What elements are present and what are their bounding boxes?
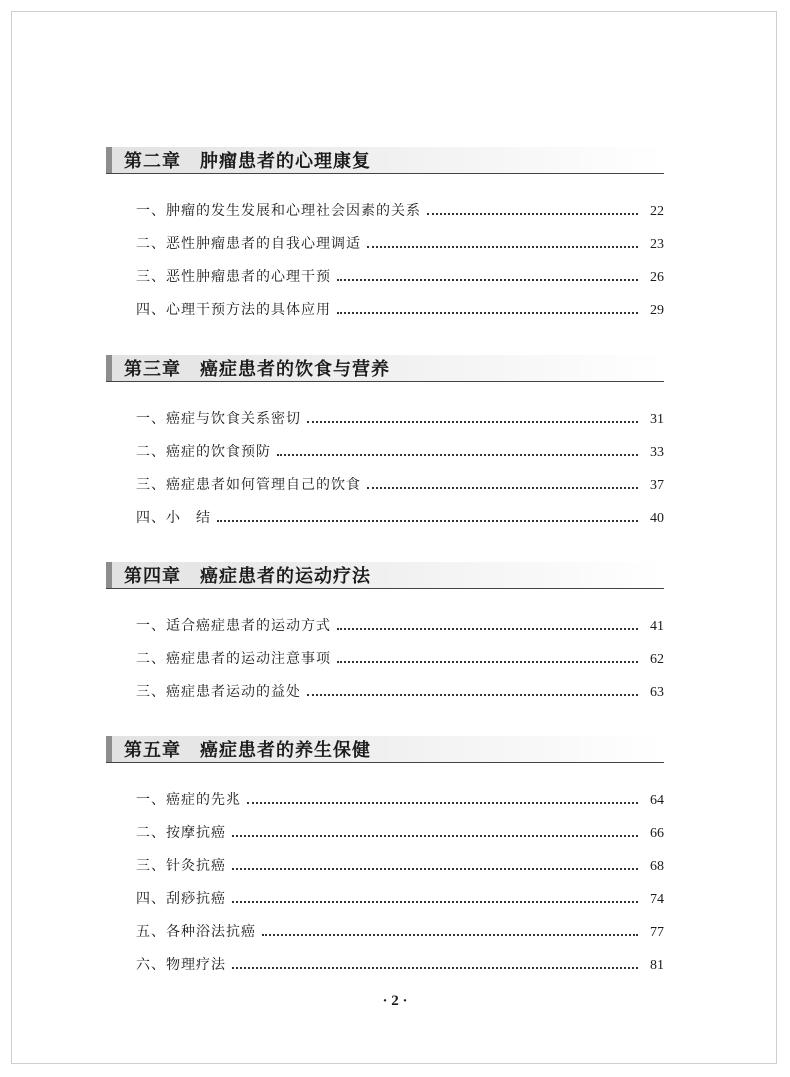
chapter-3 (106, 354, 664, 526)
toc-entry-title: 四、刮痧抗癌 (136, 888, 232, 908)
toc-entry[interactable] (136, 681, 664, 701)
toc-entry-title: 五、各种浴法抗癌 (136, 921, 262, 941)
toc-entry[interactable] (136, 200, 664, 220)
toc-leader-dots (337, 279, 638, 281)
toc-entry[interactable] (136, 855, 664, 875)
toc-page-number: 68 (650, 859, 664, 874)
toc-leader-dots (337, 628, 638, 630)
toc-leader-dots (367, 246, 638, 248)
chapter-4 (106, 561, 664, 700)
toc-leader-dots (277, 454, 638, 456)
toc-page-number: 66 (650, 826, 664, 841)
toc-leader-dots (232, 967, 638, 969)
toc-entry[interactable] (136, 507, 664, 527)
toc-leader-dots (427, 213, 638, 215)
toc-page-number: 64 (650, 793, 664, 808)
toc-leader-dots (367, 487, 638, 489)
toc-entry-title: 一、癌症的先兆 (136, 789, 247, 809)
toc-entry[interactable] (136, 441, 664, 461)
chapter-5 (106, 735, 664, 973)
toc-leader-dots (307, 421, 638, 423)
toc-leader-dots (307, 694, 638, 696)
toc-page-number: 63 (650, 685, 664, 700)
toc-entry-title: 二、癌症患者的运动注意事项 (136, 648, 337, 668)
chapter-title: 第五章 癌症患者的养生保健 (124, 739, 371, 761)
toc-entry[interactable] (136, 822, 664, 842)
toc-leader-dots (217, 520, 638, 522)
toc-leader-dots (232, 868, 638, 870)
toc-entry[interactable] (136, 408, 664, 428)
toc-leader-dots (337, 312, 638, 314)
chapter-title: 第二章 肿瘤患者的心理康复 (124, 150, 371, 172)
toc-entry-title: 四、小 结 (136, 507, 217, 527)
toc-entry[interactable] (136, 474, 664, 494)
toc-page-number: 26 (650, 270, 664, 285)
chapter-heading (106, 735, 664, 763)
toc-page-number: 81 (650, 958, 664, 973)
toc-entry-title: 三、恶性肿瘤患者的心理干预 (136, 266, 337, 286)
toc-leader-dots (337, 661, 638, 663)
toc-page-number: 31 (650, 412, 664, 427)
toc-entry[interactable] (136, 888, 664, 908)
toc-page-number: 33 (650, 445, 664, 460)
toc-entry[interactable] (136, 921, 664, 941)
toc-entry-title: 二、癌症的饮食预防 (136, 441, 277, 461)
toc-entry-title: 三、癌症患者如何管理自己的饮食 (136, 474, 367, 494)
toc-entry[interactable] (136, 954, 664, 974)
toc-entry-title: 一、肿瘤的发生发展和心理社会因素的关系 (136, 200, 427, 220)
toc-page-number: 77 (650, 925, 664, 940)
chapter-2 (106, 146, 664, 318)
toc-page-number: 40 (650, 511, 664, 526)
toc-entry-title: 三、针灸抗癌 (136, 855, 232, 875)
toc-leader-dots (262, 934, 638, 936)
toc-entry-title: 二、恶性肿瘤患者的自我心理调适 (136, 233, 367, 253)
toc-entry[interactable] (136, 789, 664, 809)
chapter-heading (106, 561, 664, 589)
toc-page-number: 41 (650, 619, 664, 634)
toc-page-number: 23 (650, 237, 664, 252)
toc-leader-dots (232, 835, 638, 837)
toc-entry-title: 六、物理疗法 (136, 954, 232, 974)
chapter-heading (106, 146, 664, 174)
toc-entry-title: 四、心理干预方法的具体应用 (136, 299, 337, 319)
toc-entry-title: 二、按摩抗癌 (136, 822, 232, 842)
toc-entry-title: 一、癌症与饮食关系密切 (136, 408, 307, 428)
toc-leader-dots (247, 802, 638, 804)
chapter-heading (106, 354, 664, 382)
toc-entry[interactable] (136, 266, 664, 286)
toc-entry[interactable] (136, 648, 664, 668)
chapter-title: 第三章 癌症患者的饮食与营养 (124, 358, 390, 380)
toc-page-number: 62 (650, 652, 664, 667)
toc-leader-dots (232, 901, 638, 903)
toc-page-number: 22 (650, 204, 664, 219)
toc-entry[interactable] (136, 615, 664, 635)
toc-entry-title: 三、癌症患者运动的益处 (136, 681, 307, 701)
chapter-title: 第四章 癌症患者的运动疗法 (124, 565, 371, 587)
toc-entry[interactable] (136, 299, 664, 319)
toc-page-number: 37 (650, 478, 664, 493)
toc-entry[interactable] (136, 233, 664, 253)
toc-entry-title: 一、适合癌症患者的运动方式 (136, 615, 337, 635)
page-number: · 2 · (382, 993, 408, 1009)
toc-page-number: 29 (650, 303, 664, 318)
toc-page-number: 74 (650, 892, 664, 907)
